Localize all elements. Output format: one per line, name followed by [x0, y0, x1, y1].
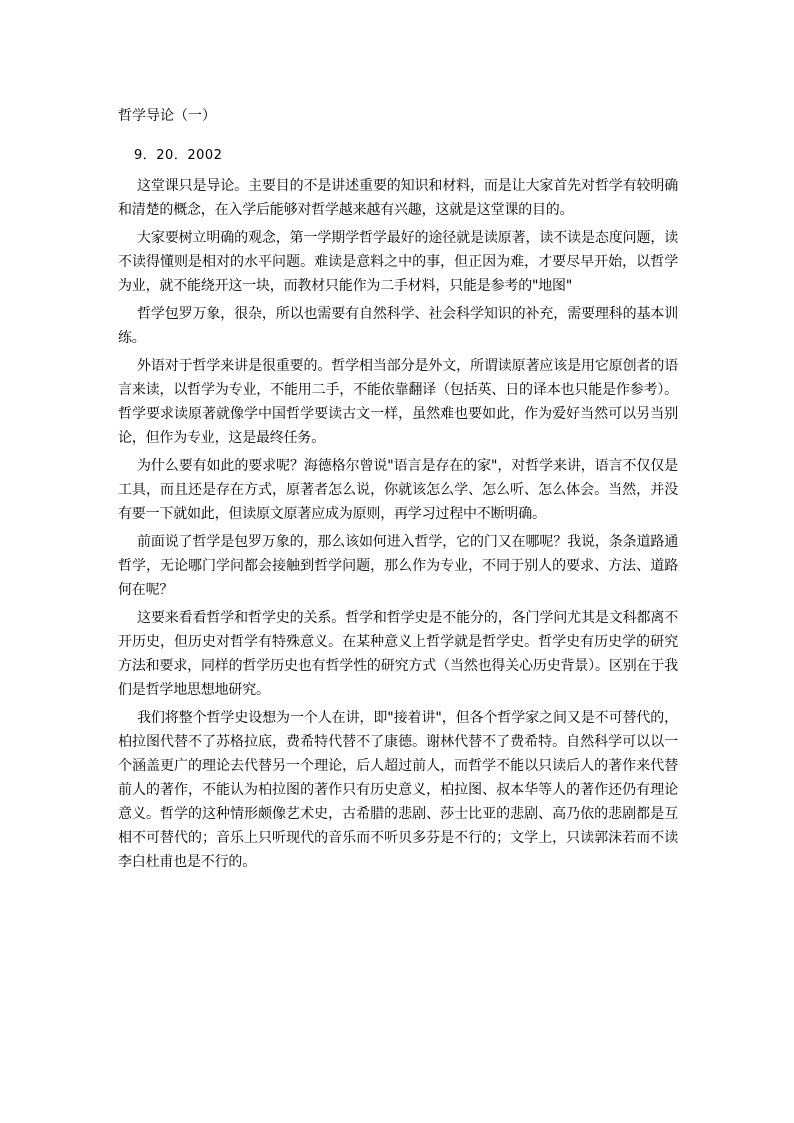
- paragraph: 这要来看看哲学和哲学史的关系。哲学和哲学史是不能分的，各门学问尤其是文科都离不开历史，但历史对哲学有特殊意义。在某种意义上哲学就是哲学史。哲学史有历史学的研究方法和要求，同样的哲学历史也有哲学性的研究方式（当然也得关心历史背景）。区别在于我们是哲学地思想地研究。: [118, 610, 678, 698]
- paragraph: 我们将整个哲学史设想为一个人在讲，即"接着讲"，但各个哲学家之间又是不可替代的，柏拉图代替不了苏格拉底，费希特代替不了康德。谢林代替不了费希特。自然科学可以以一个涵盖更广的理论去代替另一个理论，后人超过前人，而哲学不能以只读后人的著作来代替前人的著作，不能认为柏拉图的著作只有历史意义，柏拉图、叔本华等人的著作还仍有理论意义。哲学的这种情形颇像艺术史，古希腊的悲剧、莎士比亚的悲剧、高乃依的悲剧都是互相不可替代的；音乐上只听现代的音乐而不听贝多芬是不行的；文学上，只读郭沫若而不读李白杜甫也是不行的。: [118, 710, 678, 870]
- document-body: [118, 174, 678, 878]
- paragraph: 大家要树立明确的观念，第一学期学哲学最好的途径就是读原著，读不读是态度问题，读不读得懂则是相对的水平问题。难读是意料之中的事，但正因为难，才要尽早开始，以哲学为业，就不能绕开这一块，而教材只能作为二手材料，只能是参考的"地图": [118, 230, 678, 294]
- document-title: 哲学导论（一）: [118, 108, 216, 124]
- paragraph: 哲学包罗万象，很杂，所以也需要有自然科学、社会科学知识的补充，需要理科的基本训练。: [118, 306, 678, 346]
- paragraph: 为什么要有如此的要求呢？海德格尔曾说"语言是存在的家"，对哲学来讲，语言不仅仅是工具，而且还是存在方式，原著者怎么说，你就该怎么学、怎么听、怎么体会。当然，并没有要一下就如此，但读原文原著应成为原则，再学习过程中不断明确。: [118, 458, 678, 522]
- paragraph: 前面说了哲学是包罗万象的，那么该如何进入哲学，它的门又在哪呢？我说，条条道路通哲学，无论哪门学问都会接触到哲学问题，那么作为专业，不同于别人的要求、方法、道路何在呢？: [118, 534, 678, 598]
- paragraph: 外语对于哲学来讲是很重要的。哲学相当部分是外文，所谓读原著应该是用它原创者的语言来读，以哲学为专业，不能用二手，不能依靠翻译（包括英、日的译本也只能是作参考）。哲学要求读原著就像学中国哲学要读古文一样，虽然难也要如此，作为爱好当然可以另当别论，但作为专业，这是最终任务。: [118, 358, 678, 446]
- document-date: 9．20．2002: [134, 148, 223, 163]
- paragraph: 这堂课只是导论。主要目的不是讲述重要的知识和材料，而是让大家首先对哲学有较明确和清楚的概念，在入学后能够对哲学越来越有兴趣，这就是这堂课的目的。: [118, 178, 678, 218]
